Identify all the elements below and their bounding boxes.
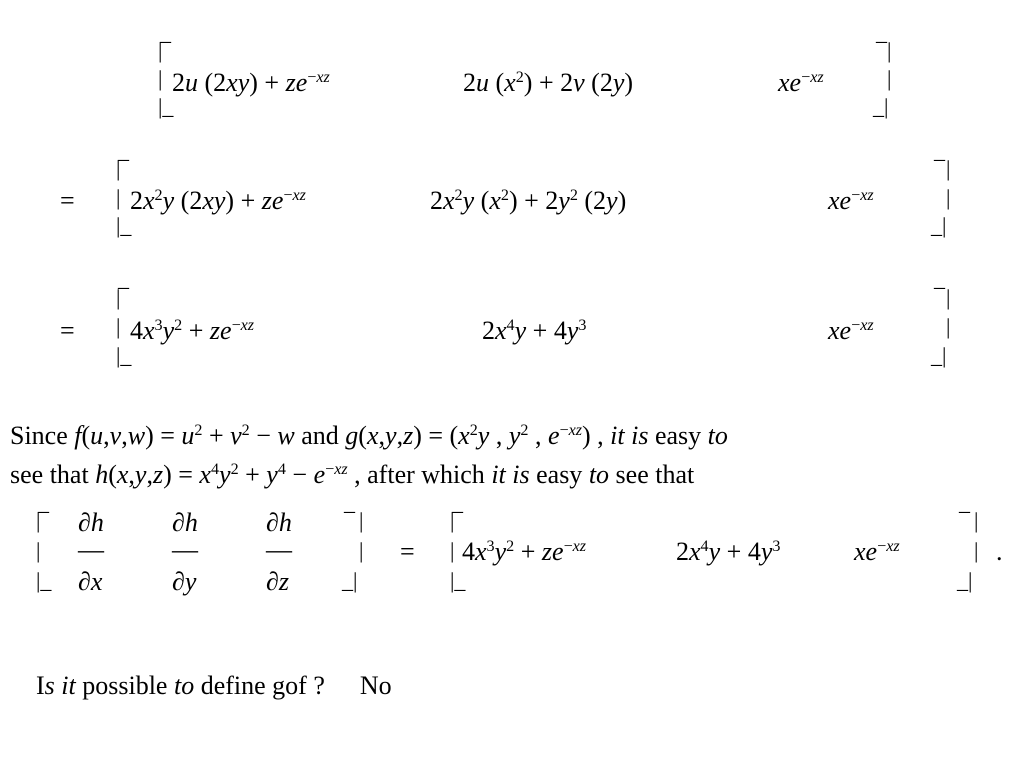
bracket-left-top: _ <box>452 490 463 515</box>
bracket-left-top: _ <box>38 490 49 515</box>
bracket-left-bar: | <box>36 508 41 533</box>
bracket-left-bottom: |_ <box>36 568 52 593</box>
bracket-left-bottom: |_ <box>450 568 466 593</box>
cell: $xe^{-xz}$ <box>828 316 874 345</box>
bracket-right-bottom: _| <box>931 213 947 238</box>
partial-denominator: ∂y <box>172 567 197 596</box>
cell: $2x^2y$ $(2xy) + ze^{-xz}$ <box>130 186 306 215</box>
partial-denominator: ∂x <box>78 567 103 596</box>
bracket-right-bar: | <box>946 156 951 181</box>
bracket-left-bar: | <box>116 185 121 210</box>
bracket-left-bottom: |_ <box>116 213 132 238</box>
answer-text: No <box>359 671 392 700</box>
cell: $xe^{-xz}$ <box>778 68 824 97</box>
bracket-left-bar: | <box>116 285 121 310</box>
bracket-right-bar: | <box>974 538 979 563</box>
bracket-left-bottom: |_ <box>158 94 174 119</box>
bracket-right-bar: | <box>946 185 951 210</box>
bracket-right-bottom: _| <box>957 568 973 593</box>
bracket-left-top: _ <box>160 20 171 45</box>
bracket-left-bar: | <box>450 508 455 533</box>
bracket-left-top: _ <box>118 138 129 163</box>
fraction-bar: — <box>172 535 198 564</box>
cell: $2x^4y + 4y^3$ <box>482 316 587 345</box>
bracket-right-bar: | <box>887 66 892 91</box>
bracket-left-bar: | <box>36 538 41 563</box>
bracket-left-bar: | <box>450 538 455 563</box>
bracket-right-top: _ <box>934 138 945 163</box>
bracket-right-top: _ <box>876 20 887 45</box>
cell: $2x^4y + 4y^3$ <box>676 537 781 566</box>
cell: $2x^2y$ $(x^2) + 2y^2$ (2y) <box>430 186 627 215</box>
paragraph-line-2: see that $h(x,y,z) = x^4y^2 + y^4 - e^{-xz}$ , after which it is easy to see that <box>10 460 695 489</box>
cell: $4x^3y^2 + ze^{-xz}$ <box>462 537 587 566</box>
equals-sign: = <box>60 316 75 345</box>
bracket-right-bar: | <box>359 538 364 563</box>
bracket-right-bottom: _| <box>342 568 358 593</box>
fraction-bar: — <box>266 535 292 564</box>
bracket-right-top: _ <box>959 490 970 515</box>
bracket-left-bar: | <box>116 314 121 339</box>
period: . <box>996 537 1003 566</box>
bracket-right-bar: | <box>359 508 364 533</box>
question-text: Is it possible to define gof ? <box>36 671 325 700</box>
bracket-left-bar: | <box>158 66 163 91</box>
bracket-left-bottom: |_ <box>116 343 132 368</box>
bracket-right-bar: | <box>946 285 951 310</box>
partial-numerator: ∂h <box>78 508 104 537</box>
bracket-right-bottom: _| <box>873 94 889 119</box>
partial-denominator: ∂z <box>266 567 289 596</box>
cell: $4x^3y^2 + ze^{-xz}$ <box>130 316 255 345</box>
bracket-right-bar: | <box>974 508 979 533</box>
cell: $xe^{-xz}$ <box>854 537 900 566</box>
cell: 2u $(x^2) + 2v$ (2y) <box>463 68 634 97</box>
bracket-right-top: _ <box>934 266 945 291</box>
question <box>36 671 392 701</box>
equals-sign: = <box>400 537 415 566</box>
partial-numerator: ∂h <box>172 508 198 537</box>
cell: 2u $(2xy) + ze^{-xz}$ <box>172 68 330 97</box>
equals-sign: = <box>60 186 75 215</box>
cell: $xe^{-xz}$ <box>828 186 874 215</box>
bracket-left-bar: | <box>158 38 163 63</box>
partial-numerator: ∂h <box>266 508 292 537</box>
bracket-right-bottom: _| <box>931 343 947 368</box>
bracket-left-top: _ <box>118 266 129 291</box>
bracket-right-bar: | <box>946 314 951 339</box>
fraction-bar: — <box>78 535 104 564</box>
bracket-left-bar: | <box>116 156 121 181</box>
paragraph-line-1: Since $f(u,v,w) = u^2 + v^2 - w$ and $g(x,y,z) = (x^2y$ , $y^2$ , $e^{-xz}$) , it is easy to <box>10 421 728 450</box>
bracket-right-bar: | <box>887 38 892 63</box>
bracket-right-top: _ <box>344 490 355 515</box>
